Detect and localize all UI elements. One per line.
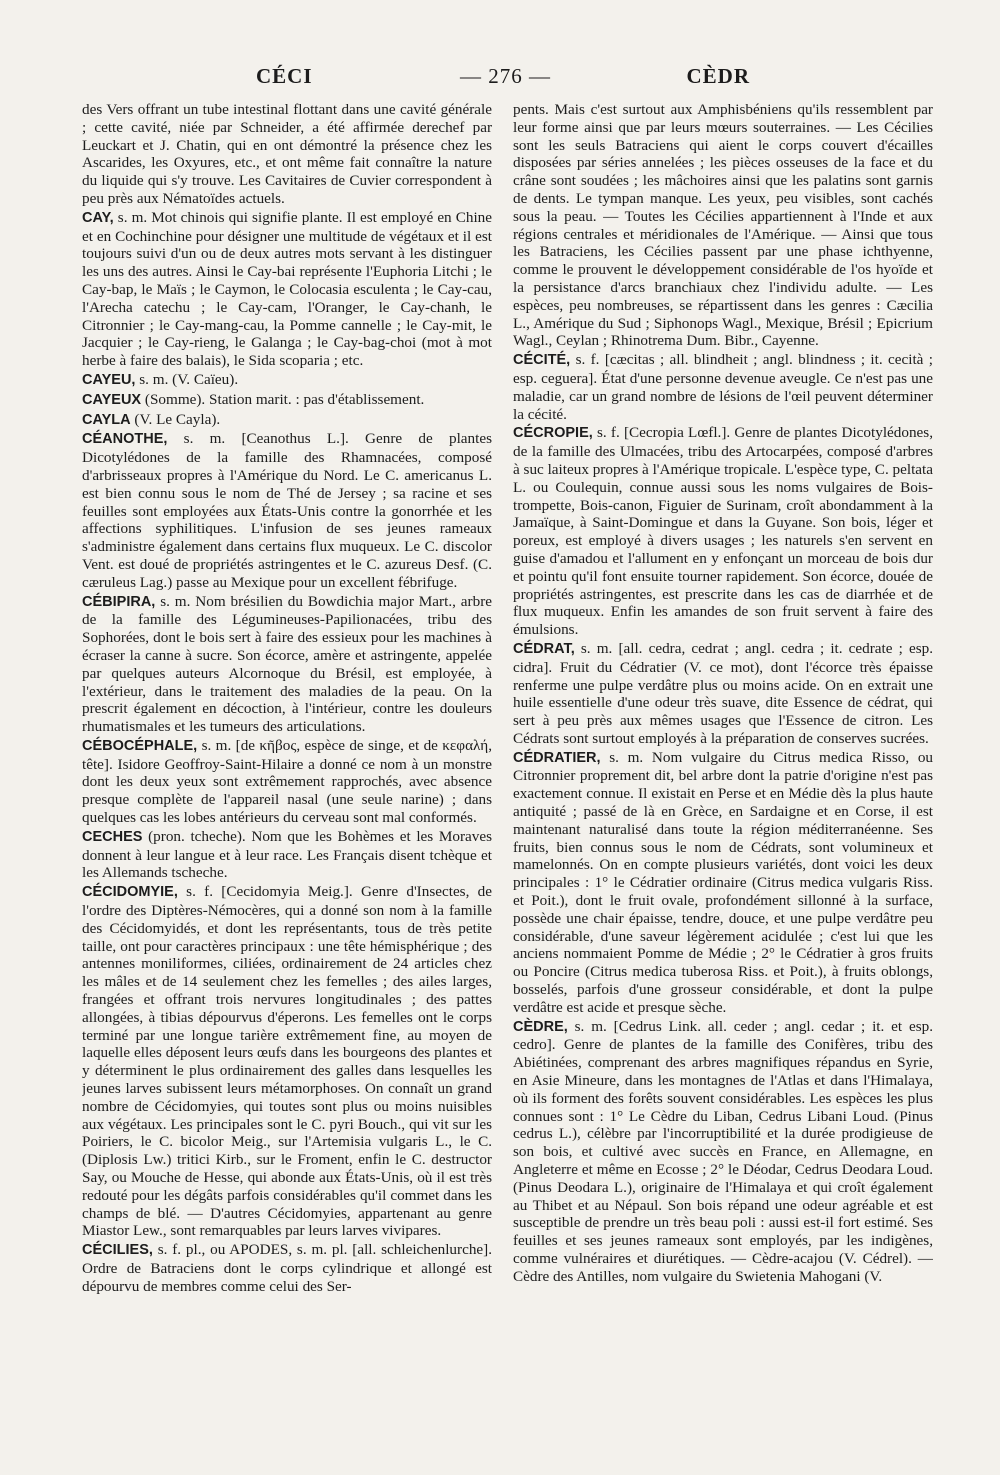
entry-body: s. f. [Cecropia Lœfl.]. Genre de plantes Dicotylédones, de la famille des Ulmacées, tribu des Artocarpées, composé d'arbres à suc laiteux propres à l'Amérique tropicale. L'espèce type, C. peltata L. ou Coulequin, connue aussi sous les noms vulgaires de Bois-trompette, Bois-canon, Figuier de Surinam, croît abondamment à la Jamaïque, à Saint-Domingue et dans la Guyane. Son bois, léger et poreux, est employé à divers usages ; les naturels s'en servent en guise d'amadou et l'allument en y enfonçant un morceau de bois dur et pointu qu'il font ensuite tourner rapidement. Son écorce, douée de propriétés astringentes, est prescrite dans les cas de diarrhée et de flux muqueux. Enfin les amandes de son fruit servent à faire des émulsions. [513, 424, 933, 639]
entry-headword: CÉDRAT, [513, 640, 575, 657]
header-left-guide-word: CÉCI [256, 64, 313, 88]
running-header [80, 64, 930, 94]
dictionary-entry [82, 828, 492, 882]
entry-body: s. m. (V. Caïeu). [139, 370, 239, 388]
dictionary-entry [513, 749, 933, 1017]
dictionary-entry [82, 209, 492, 370]
right-column [513, 101, 933, 1461]
dictionary-entry [82, 391, 492, 410]
entry-body: s. f. [cæcitas ; all. blindheit ; angl. blindness ; it. cecità ; esp. ceguera]. État d'une personne devenue aveugle. Ce n'est pas une maladie, car un grand nombre de lésions de l'œil peuvent déterminer la cécité. [513, 351, 933, 423]
header-right-guide-word: CÈDR [686, 64, 750, 88]
entry-body: s. m. Nom vulgaire du Citrus medica Risso, ou Citronnier proprement dit, bel arbre dont la patrie d'origine n'est pas exactement connue. Il existait en Perse et en Médie dès la plus haute antiquité ; passé de là en Grèce, en Sardaigne et en Corse, il est maintenant naturalisé dans toute la région méditerranéenne. Ses fruits, bien connus sous le nom de Cédrats, sont volumineux et mamelonnés. On en compte plusieurs variétés, dont voici les deux principales : 1° le Cédratier ordinaire (Citrus medica vulgaris Riss. et Poit.), dont le fruit ovale, profondément sillonné à la surface, possède une chair épaisse, tendre, douce, et une pulpe verdâtre peu considérable, d'une saveur légèrement acidulée ; c'est lui que les anciens nommaient Pomme de Médie ; 2° le Cédratier à gros fruits ou Poncire (Citrus medica tuberosa Riss. et Poit.), à fruits oblongs, bosselés, parfois d'une grosseur considérable, et dont la pulpe verdâtre est acide et presque sèche. [513, 748, 933, 1016]
entry-body: s. m. [Cedrus Link. all. ceder ; angl. cedar ; it. et esp. cedro]. Genre de plantes de la famille des Conifères, tribu des Abiétinées, comprenant des arbres magnifiques répandus en Syrie, en Asie Mineure, dans les montagnes de l'Atlas et dans l'Himalaya, où ils forment des forêts souvent considérables. Les espèces les plus connues sont : 1° Le Cèdre du Liban, Cedrus Libani Loud. (Pinus cedrus L.), célèbre par l'incorruptibilité et la durée prodigieuse de son bois, et cultivé avec succès en France, en Allemagne, en Angleterre et même en Ecosse ; 2° le Déodar, Cedrus Deodara Loud. (Pinus Deodara L.), originaire de l'Himalaya et qui croît également au Thibet et au Népaul. Son bois répand une odeur agréable et est susceptible de prendre un très beau poli : aussi est-il fort estimé. Ses feuilles et ses jeunes rameaux sont employés, par les indigènes, comme vulnéraires et diurétiques. — Cèdre-acajou (V. Cédrel). — Cèdre des Antilles, nom vulgaire du Swietenia Mahogani (V. [513, 1017, 933, 1285]
dictionary-entry [82, 371, 492, 390]
entry-headword: CÉDRATIER, [513, 749, 601, 766]
entry-body: s. f. pl., ou APODES, s. m. pl. [all. schleichenlurche]. Ordre de Batraciens dont le corps cylindrique et allongé est dépourvu de membres comme celui des Ser- [82, 1241, 492, 1295]
dictionary-entry [513, 424, 933, 639]
entry-headword: CÉCROPIE, [513, 425, 593, 442]
entry-body: s. m. [Ceanothus L.]. Genre de plantes Dicotylédones de la famille des Rhamnacées, composé d'arbrisseaux propres à l'Amérique du Nord. Le C. americanus L. est bien connu sous le nom de Thé de Jersey ; sa racine et ses feuilles sont employées aux États-Unis contre la gonorrhée et les affections syphilitiques. L'infusion de ses jeunes rameaux s'administre également dans certains flux muqueux. Le C. discolor Vent. est doué de propriétés astringentes et le C. azureus Desf. (C. cæruleus Lag.) passe au Mexique pour un excellent fébrifuge. [82, 430, 492, 591]
entry-headword: CÈDRE, [513, 1018, 568, 1035]
entry-body: (V. Le Cayla). [134, 410, 221, 428]
dictionary-entry [82, 883, 492, 1240]
entry-headword: CAYEUX [82, 391, 142, 408]
entry-body: s. f. [Cecidomyia Meig.]. Genre d'Insectes, de l'ordre des Diptères-Némocères, qui a donné son nom à la famille des Cécidomyidés, et dont les représentants, tous de très petite taille, ont pour caractères principaux : une tête hémisphérique ; des antennes moniliformes, ciliées, ordinairement de 24 articles chez les mâles et de 14 seulement chez les femelles ; des ailes larges, frangées et offrant trois nervures longitudinales ; des pattes allongées, à tibias dépourvus d'éperons. Les femelles ont le corps terminé par une longue tarière extrêmement fine, au moyen de laquelle elles déposent leurs œufs dans les bourgeons des plantes et y déterminent le plus ordinairement des galles dans lesquelles les jeunes larves subissent leurs métamorphoses. On connaît un grand nombre de Cécidomyies, qui toutes sont plus ou moins nuisibles aux végétaux. Les principales sont le C. pyri Bouch., qui vit sur les Poiriers, le C. bicolor Meig., sur l'Artemisia vulgaris L., le C. (Diplosis Lw.) tritici Kirb., sur le Froment, enfin le C. destructor Say, ou Mouche de Hesse, qui abonde aux États-Unis, où il est très redouté pour les dégâts parfois considérables qu'il commet dans les champs de blé. — D'autres Cécidomyies, appartenant au genre Miastor Lew., sont remarquables par leurs larves vivipares. [82, 883, 492, 1240]
entry-headword: CECHES [82, 828, 143, 845]
entry-body: s. m. [all. cedra, cedrat ; angl. cedra ; it. cedrate ; esp. cidra]. Fruit du Cédratier (V. ce mot), dont l'écorce très épaisse renferme une pulpe verdâtre plus ou moins acide. On en extrait une huile essentielle d'une odeur très suave, dite Essence de cédrat, qui sert à peu près aux mêmes usages que l'Essence de citron. Les Cédrats sont surtout employés à la préparation de conserves sucrées. [513, 639, 933, 747]
entry-headword: CÉCILIES, [82, 1242, 153, 1259]
entry-headword: CÉCITÉ, [513, 352, 571, 369]
entry-body: des Vers offrant un tube intestinal flottant dans une cavité générale ; cette cavité, niée par Schneider, a été affirmée derechef par Leuckart et J. Chatin, qui en ont démontré la présence chez les Ascarides, les Oxyures, etc., et ont même fait connaître la nature du liquide qui s'y trouve. Les Cavitaires de Cuvier correspondent à peu près aux Nématoïdes actuels. [82, 101, 492, 207]
entry-headword: CÉANOTHE, [82, 431, 168, 448]
entry-headword: CÉBIPIRA, [82, 593, 156, 610]
dictionary-entry [513, 1018, 933, 1286]
entry-continuation [513, 101, 933, 350]
dictionary-entry [513, 640, 933, 748]
entry-continuation [82, 101, 492, 208]
entry-body: s. m. Mot chinois qui signifie plante. Il est employé en Chine et en Cochinchine pour désigner une multitude de végétaux et il est toujours suivi d'un ou de deux autres mots servant à les distinguer les uns des autres. Ainsi le Cay-bai représente l'Euphoria Litchi ; le Cay-bap, le Maïs ; le Caymon, le Colocasia esculenta ; le Cay-cau, l'Arecha catechu ; le Cay-cam, l'Oranger, le Cay-chanh, le Citronnier ; le Cay-mang-cau, la Pomme cannelle ; le Cay-mit, le Jacquier ; le Cay-rieng, le Galanga ; le Cay-bag-choi (mot à mot herbe à faire des balais), le Sida scoparia ; etc. [82, 208, 492, 370]
entry-body: (Somme). Station marit. : pas d'établissement. [144, 390, 425, 408]
left-column [82, 101, 492, 1461]
entry-body: s. m. Nom brésilien du Bowdichia major Mart., arbre de la famille des Légumineuses-Papilionacées, tribu des Sophorées, dont le bois sert à faire des essieux pour les machines à écraser la canne à sucre. Son écorce, amère et astringente, appelée par quelques auteurs Alcornoque du Brésil, est employée, à l'extérieur, dans le traitement des maladies de la peau. On la prescrit également en décoction, à l'intérieur, contre les douleurs rhumatismales et les tumeurs des articulations. [82, 592, 492, 736]
entry-headword: CAYLA [82, 411, 131, 428]
entry-headword: CÉCIDOMYIE, [82, 884, 178, 901]
entry-headword: CÉBOCÉPHALE, [82, 737, 198, 754]
dictionary-entry [82, 411, 492, 430]
dictionary-entry [82, 430, 492, 591]
dictionary-entry [513, 351, 933, 423]
dictionary-entry [82, 593, 492, 736]
entry-headword: CAY, [82, 209, 114, 226]
page-number: — 276 — [460, 64, 551, 88]
entry-headword: CAYEU, [82, 371, 136, 388]
entry-body: (pron. tcheche). Nom que les Bohèmes et les Moraves donnent à leur langue et à leur race. Les Français disent tchèque et les Allemands tscheche. [82, 827, 492, 882]
entry-body: pents. Mais c'est surtout aux Amphisbéniens qu'ils ressemblent par leur forme ainsi que par leurs mœurs souterraines. — Les Cécilies sont les seuls Batraciens qui aient le corps couvert d'écailles disposées par séries annelées ; les pièces osseuses de la face et du crâne sont soudées ; les mâchoires ainsi que les palatins sont garnis de dents. Le tympan manque. Les yeux, peu visibles, sont cachés sous la peau. — Toutes les Cécilies appartiennent à l'Inde et aux régions centrales et méridionales de l'Amérique. — Ainsi que tous les Batraciens, les Cécilies passent par une phase ichthyenne, comme le prouvent le développement considérable de l'os hyoïde et la persistance d'arcs branchiaux chez l'individu adulte. — Les espèces, peu nombreuses, se répartissent dans les genres : Cæcilia L., Amérique du Sud ; Siphonops Wagl., Mexique, Brésil ; Epicrium Wagl., Ceylan ; Rhinotrema Dum. Bibr., Cayenne. [513, 101, 933, 350]
entry-body: s. m. [de κῆβος, espèce de singe, et de κεφαλή, tête]. Isidore Geoffroy-Saint-Hilaire a donné ce nom à un monstre dont les deux yeux sont extrêmement rapprochés, avec absence presque complète de l'appareil nasal (une seule narine) ; dans quelques cas les lobes antérieurs du cerveau sont mal conformés. [82, 736, 492, 827]
dictionary-entry [82, 1241, 492, 1295]
dictionary-entry [82, 737, 492, 827]
